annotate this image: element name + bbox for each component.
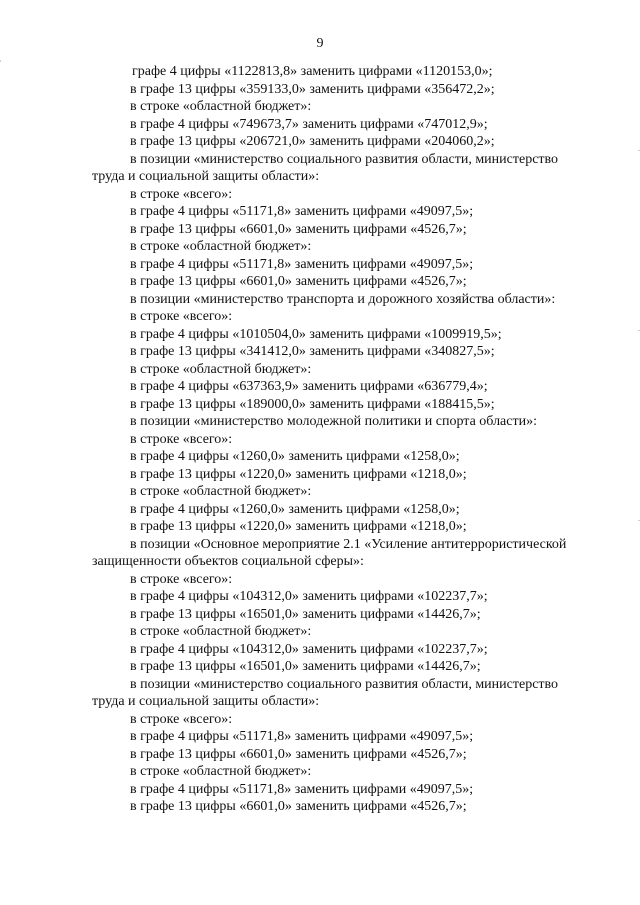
text-line: в строке «всего»: bbox=[130, 711, 233, 727]
text-line: в строке «всего»: bbox=[130, 186, 233, 202]
text-line: в графе 4 цифры «637363,9» заменить цифрами «636779,4»; bbox=[130, 379, 488, 394]
text-line: в графе 4 цифры «1260,0» заменить цифрами «1258,0»; bbox=[130, 449, 460, 464]
text-line: в графе 13 цифры «6601,0» заменить цифрами «4526,7»; bbox=[130, 221, 467, 237]
text-line: в строке «всего»: bbox=[130, 309, 233, 324]
text-line: в графе 13 цифры «16501,0» заменить цифрами «14426,7»; bbox=[130, 659, 481, 674]
text-line: в графе 4 цифры «51171,8» заменить цифрами «49097,5»; bbox=[130, 729, 474, 744]
text-line: в графе 4 цифры «1010504,0» заменить цифрами «1009919,5»; bbox=[130, 326, 502, 342]
text-line: в позиции «министерство социального развития области, министерство bbox=[130, 676, 559, 692]
text-line: труда и социальной защиты области»: bbox=[92, 694, 320, 709]
text-line: в графе 13 цифры «206721,0» заменить цифрами «204060,2»; bbox=[130, 134, 495, 149]
text-line: в графе 13 цифры «1220,0» заменить цифрами «1218,0»; bbox=[130, 519, 467, 534]
text-line: в позиции «министерство социального развития области, министерство bbox=[130, 151, 559, 167]
text-line: в графе 13 цифры «6601,0» заменить цифрами «4526,7»; bbox=[130, 799, 467, 814]
text-line: в строке «областной бюджет»: bbox=[130, 624, 312, 639]
text-line: защищенности объектов социальной сферы»: bbox=[92, 554, 364, 569]
text-line: в графе 13 цифры «6601,0» заменить цифрами «4526,7»; bbox=[130, 274, 467, 289]
text-line: в графе 4 цифры «51171,8» заменить цифрами «49097,5»; bbox=[130, 781, 474, 797]
text-line: в графе 13 цифры «6601,0» заменить цифрами «4526,7»; bbox=[130, 746, 467, 762]
text-line: в строке «областной бюджет»: bbox=[130, 484, 312, 499]
text-line: в графе 4 цифры «104312,0» заменить цифрами «102237,7»; bbox=[130, 589, 488, 604]
text-line: в графе 4 цифры «51171,8» заменить цифрами «49097,5»; bbox=[130, 204, 474, 219]
text-line: графе 4 цифры «1122813,8» заменить цифрами «1120153,0»; bbox=[132, 64, 493, 79]
text-line: в строке «областной бюджет»: bbox=[130, 764, 312, 779]
text-line: в графе 13 цифры «359133,0» заменить цифрами «356472,2»; bbox=[130, 81, 495, 97]
text-line: в графе 13 цифры «341412,0» заменить цифрами «340827,5»; bbox=[130, 344, 495, 359]
text-line: в графе 13 цифры «1220,0» заменить цифрами «1218,0»; bbox=[130, 466, 467, 482]
text-line: в позиции «министерство молодежной политики и спорта области»: bbox=[130, 414, 537, 429]
text-line: в позиции «Основное мероприятие 2.1 «Усиление антитеррористической bbox=[130, 536, 567, 552]
text-line: в графе 4 цифры «51171,8» заменить цифрами «49097,5»; bbox=[130, 256, 474, 272]
page-number: 9 bbox=[316, 36, 324, 51]
text-line: в графе 4 цифры «749673,7» заменить цифрами «747012,9»; bbox=[130, 116, 488, 132]
text-line: в строке «областной бюджет»: bbox=[130, 361, 312, 377]
text-line: в строке «областной бюджет»: bbox=[130, 99, 312, 114]
scan-edge-mark bbox=[0, 60, 1, 62]
text-line: в графе 4 цифры «1260,0» заменить цифрами «1258,0»; bbox=[130, 501, 460, 517]
text-line: в позиции «министерство транспорта и дорожного хозяйства области»: bbox=[130, 291, 556, 307]
text-line: в графе 13 цифры «16501,0» заменить цифрами «14426,7»; bbox=[130, 606, 481, 622]
text-line: в строке «всего»: bbox=[130, 431, 233, 447]
text-line: в графе 13 цифры «189000,0» заменить цифрами «188415,5»; bbox=[130, 396, 495, 412]
text-line: труда и социальной защиты области»: bbox=[92, 169, 320, 184]
text-line: в строке «областной бюджет»: bbox=[130, 239, 312, 254]
document-body bbox=[92, 63, 602, 816]
text-line: в строке «всего»: bbox=[130, 571, 233, 587]
text-line: в графе 4 цифры «104312,0» заменить цифрами «102237,7»; bbox=[130, 641, 488, 657]
